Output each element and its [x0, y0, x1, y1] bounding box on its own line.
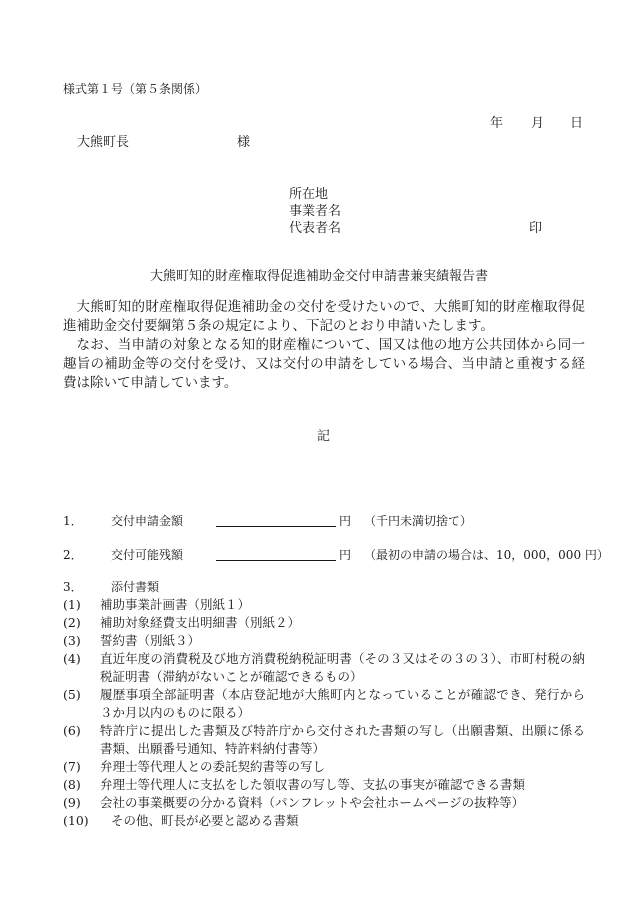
attachment-text: 弁理士等代理人との委託契約書等の写し: [100, 759, 326, 774]
addressee-name: 大熊町長: [77, 135, 130, 150]
attachment-text: 特許庁に提出した書類及び特許庁から交付された書類の写し（出願書類、出願に係る書類、出願番号通知、特許料納付書等）: [100, 723, 585, 756]
attachment-list: [63, 596, 585, 830]
item-2-amount-blank: [216, 544, 336, 563]
ki-heading: 記: [317, 429, 331, 444]
attachment-number: (5): [63, 687, 81, 702]
attachment-text: 補助対象経費支出明細書（別紙２）: [100, 615, 301, 630]
attachment-text: 会社の事業概要の分かる資料（パンフレットや会社ホームページの抜粋等）: [100, 795, 525, 810]
attachment-item: [63, 812, 585, 830]
attachment-text: 履歴事項全部証明書（本店登記地が大熊町内となっていることが確認でき、発行から３か月以内のものに限る）: [100, 687, 585, 720]
attachment-text: 直近年度の消費税及び地方消費税納税証明書（その３又はその３の３）、市町村税の納税証明書（滞納がないことが確認できるもの）: [100, 651, 585, 684]
attachment-item: [63, 614, 585, 632]
attachment-item: [63, 794, 585, 812]
body-text: [63, 298, 585, 393]
attachment-text: 補助事業計画書（別紙１）: [100, 597, 251, 612]
attachment-number: (10): [63, 813, 89, 828]
attachment-number: (4): [63, 651, 81, 666]
attachment-number: (3): [63, 633, 81, 648]
attachment-text: 弁理士等代理人に支払をした領収書の写し等、支払の事実が確認できる書類: [100, 777, 526, 792]
attachment-text: その他、町長が必要と認める書類: [111, 813, 299, 828]
item-3-label: 添付書類: [111, 580, 160, 594]
form-label: 様式第１号（第５条関係）: [63, 82, 208, 96]
seal-mark: 印: [529, 221, 543, 236]
item-3-number: 3．: [63, 580, 83, 594]
attachment-item: [63, 686, 585, 722]
attachment-number: (7): [63, 759, 81, 774]
item-2-unit: 円: [339, 548, 352, 562]
item-1-unit: 円: [339, 514, 352, 528]
item-1-label: 交付申請金額: [111, 514, 184, 528]
item-1-amount-blank: [216, 510, 336, 529]
date-year: 年: [490, 116, 504, 131]
attachment-item: [63, 758, 585, 776]
date-month: 月: [531, 116, 545, 131]
attachment-number: (9): [63, 795, 81, 810]
addressee-honorific: 様: [237, 135, 251, 150]
item-1-number: 1．: [63, 514, 83, 528]
attachment-number: (1): [63, 597, 81, 612]
attachment-text: 誓約書（別紙３）: [100, 633, 201, 648]
item-2-number: 2．: [63, 548, 83, 562]
business-name-label: 事業者名: [289, 204, 342, 219]
attachment-item: [63, 776, 585, 794]
attachment-item: [63, 722, 585, 758]
attachment-item: [63, 596, 585, 614]
attachment-number: (2): [63, 615, 81, 630]
body-paragraph-1: 大熊町知的財産権取得促進補助金の交付を受けたいので、大熊町知的財産権取得促進補助金交付要綱第５条の規定により、下記のとおり申請いたします。: [63, 299, 585, 334]
body-paragraph-2: なお、当申請の対象となる知的財産権について、国又は他の地方公共団体から同一趣旨の補助金等の交付を受け、又は交付の申請をしている場合、当申請と重複する経費は除いて申請しています。: [63, 337, 585, 391]
document-title: 大熊町知的財産権取得促進補助金交付申請書兼実績報告書: [150, 269, 489, 284]
date-day: 日: [570, 116, 584, 131]
address-label: 所在地: [289, 187, 329, 202]
attachment-number: (8): [63, 777, 81, 792]
attachment-number: (6): [63, 723, 81, 738]
item-1-note: （千円未満切捨て）: [364, 514, 473, 528]
item-2-label: 交付可能残額: [111, 548, 184, 562]
attachment-item: [63, 632, 585, 650]
item-2-note: （最初の申請の場合は、10，000，000 円）: [364, 548, 609, 562]
attachment-item: [63, 650, 585, 686]
representative-label: 代表者名: [289, 221, 342, 236]
